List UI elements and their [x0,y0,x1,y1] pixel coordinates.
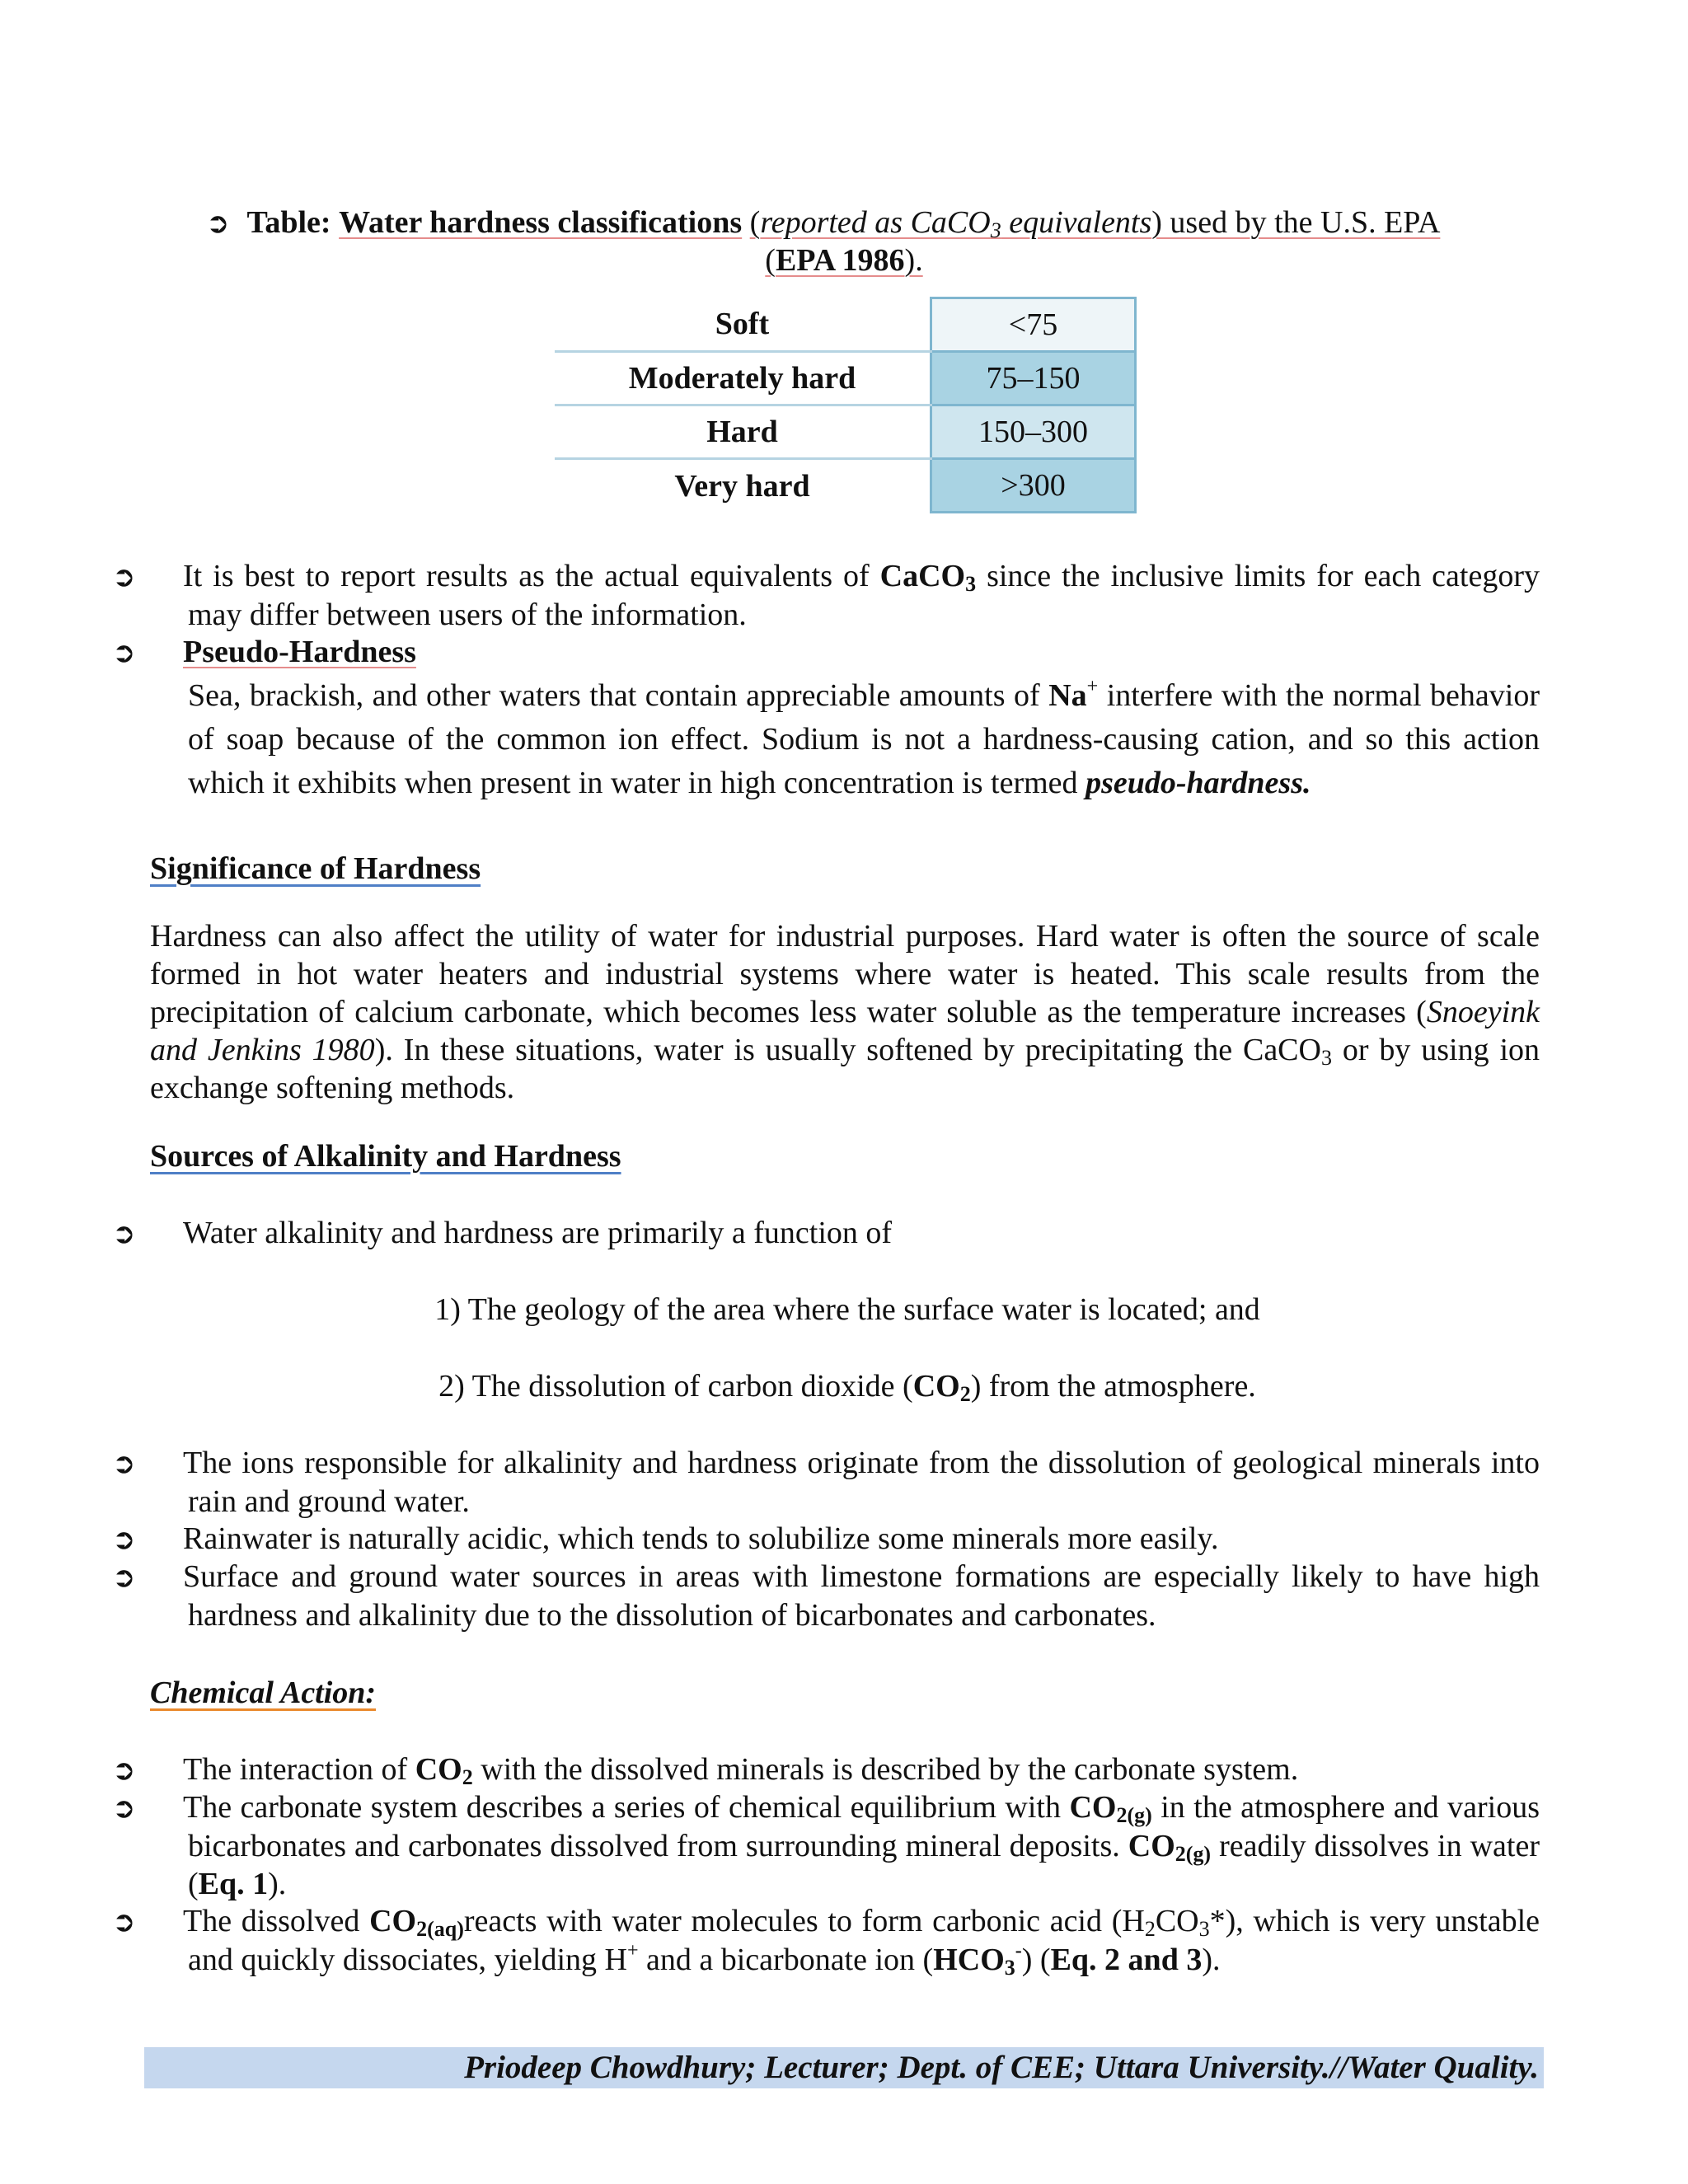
arrow-bullet-icon: ➲ [112,1447,136,1480]
table-caption: ➲ Table: Water hardness classifications (reported as CaCO$_3$ equivalents) used by the U.S. EPA [206,205,1441,242]
report-bullet: ➲ It is best to report results as the actual equivalents of CaCO$_3$ since the inclusive limits for each category may differ between users of the information. [112,559,1540,632]
arrow-bullet-icon: ➲ [112,1792,136,1825]
table-row [555,405,1136,459]
chemical-action-heading: Chemical Action: [150,1675,377,1710]
hardness-table [555,297,1137,513]
arrow-bullet-icon: ➲ [112,1905,136,1938]
sources-intro: ➲ Water alkalinity and hardness are primarily a function of [150,1214,1540,1253]
row-value: 150–300 [931,405,1136,459]
row-label: Moderately hard [555,352,931,405]
sources-bullet-1: ➲ The ions responsible for alkalinity and hardness originate from the dissolution of geological minerals into rain and ground water. [112,1446,1540,1519]
table-caption-ref: (EPA 1986). [765,243,923,278]
row-label: Hard [555,405,931,459]
table-row [555,298,1136,352]
pseudo-hardness-term: pseudo-hardness. [1085,766,1311,800]
chemical-bullet-2: ➲ The carbonate system describes a series of chemical equilibrium with $CO_{2(g)}$ in the atmosphere and various bicarbonates and carbonates dissolved from surrounding mineral deposits. $CO_{2(g)}$ readily dissolves in water (Eq. 1). [112,1790,1540,1901]
arrow-bullet-icon: ➲ [112,1754,136,1787]
row-value: >300 [931,459,1136,513]
significance-text: Hardness can also affect the utility of water for industrial purposes. Hard water is often the source of scale formed in hot water heaters and industrial systems where water is heated. This scale results from the precipitation of calcium carbonate, which becomes less water soluble as the temperature increases (Snoeyink and Jenkins 1980). In these situations, water is usually softened by precipitating the CaCO$_3$ or by using ion exchange softening methods. [150,919,1540,1105]
pseudo-hardness-heading: ➲ Pseudo-Hardness [150,633,1540,672]
arrow-bullet-icon: ➲ [112,560,136,593]
caption-title: Water hardness classifications [339,205,743,240]
pseudo-hardness-text: Sea, brackish, and other waters that contain appreciable amounts of Na+ interfere with the normal behavior of soap because of the common ion effect. Sodium is not a hardness-causing cation, and so this action which it exhibits when present in water in high concentration is termed pseudo-hardness. [188,676,1540,800]
significance-heading: Significance of Hardness [150,851,481,886]
arrow-bullet-icon: ➲ [112,1523,136,1556]
sources-item-1: 1) The geology of the area where the surface water is located; and [434,1292,1260,1327]
arrow-bullet-icon: ➲ [112,1217,136,1250]
sources-item-2: 2) The dissolution of carbon dioxide $(CO_2)$ from the atmosphere. [438,1369,1256,1406]
caption-ref: EPA 1986 [775,243,905,278]
sources-bullet-3: ➲ Surface and ground water sources in areas with limestone formations are especially likely to have high hardness and alkalinity due to the dissolution of bicarbonates and carbonates. [112,1559,1540,1633]
sources-heading: Sources of Alkalinity and Hardness [150,1139,621,1174]
table-row [555,459,1136,513]
page-footer: Priodeep Chowdhury; Lecturer; Dept. of CEE; Uttara University.//Water Quality. [144,2047,1544,2088]
row-value: 75–150 [931,352,1136,405]
table-row [555,352,1136,405]
sources-bullet-2: ➲ Rainwater is naturally acidic, which tends to solubilize some minerals more easily. [150,1520,1540,1558]
row-label: Very hard [674,468,810,504]
row-label: Soft [555,298,931,352]
caption-prefix: Table: [246,205,331,240]
row-value: <75 [931,298,1136,352]
arrow-bullet-icon: ➲ [112,636,136,669]
arrow-bullet-icon: ➲ [112,1561,136,1594]
chemical-bullet-3: ➲ The dissolved $CO_{2(aq)}reacts$ with water molecules to form carbonic acid $(H_2CO_3*)$, which is very unstable and quickly dissociates, yielding H+ and a bicarbonate ion $(HCO_3^-)$ (Eq. 2 and 3). [112,1904,1540,1980]
arrow-bullet-icon: ➲ [206,207,230,240]
citation: Snoeyink and Jenkins 1980 [150,995,1540,1067]
chemical-bullet-1: ➲ The interaction of $CO_2$ with the dissolved minerals is described by the carbonate system. [112,1752,1299,1789]
caption-note: reported as CaCO$_3$ equivalents [760,205,1152,242]
